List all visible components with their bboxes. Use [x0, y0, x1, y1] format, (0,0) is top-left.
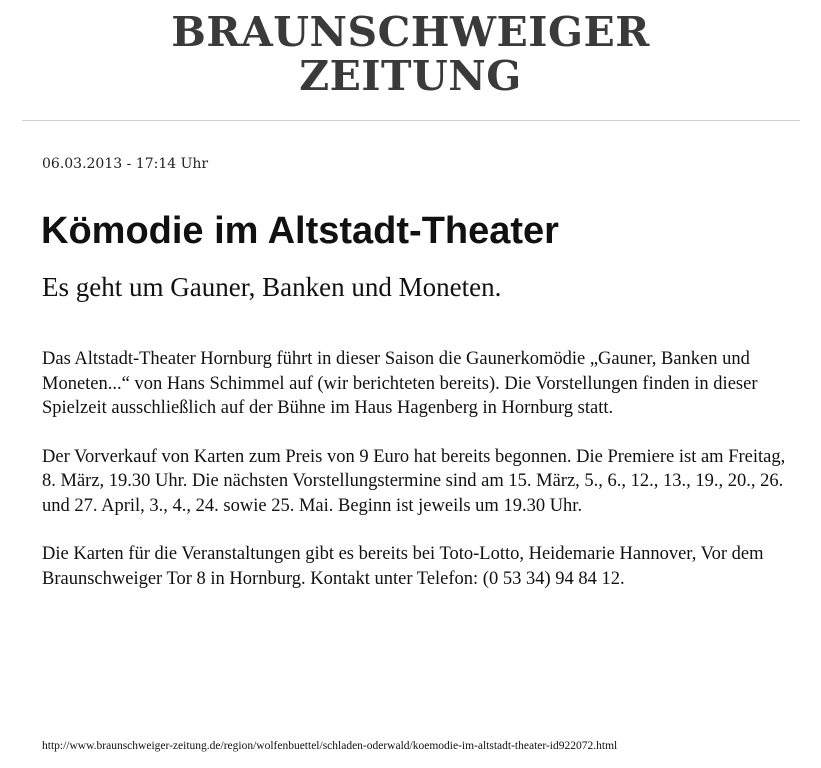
article-body — [42, 347, 802, 615]
article-subheadline: Es geht um Gauner, Banken und Moneten. — [42, 272, 502, 302]
article-paragraph-3: Die Karten für die Veranstaltungen gibt es bereits bei Toto-Lotto, Heidemarie Hannover, Vor dem Braunschweiger Tor 8 in Hornburg. Kontakt unter Telefon: (0 53 34) 94 84 12. — [42, 544, 764, 589]
article-paragraph-2: Der Vorverkauf von Karten zum Preis von 9 Euro hat bereits begonnen. Die Premiere ist am Freitag, 8. März, 19.30 Uhr. Die nächsten Vorstellungstermine sind am 15. März, 5., 6., 12., 13., 19., 20., 26. und 27. April, 3., 4., 24. sowie 25. Mai. Beginn ist jeweils um 19.30 Uhr. — [42, 446, 786, 516]
article-headline: Kömodie im Altstadt-Theater — [41, 210, 559, 252]
masthead-line-2: ZEITUNG — [299, 52, 522, 100]
article-paragraph-1: Das Altstadt-Theater Hornburg führt in dieser Saison die Gaunerkomödie „Gauner, Banken und Moneten...“ von Hans Schimmel auf (wir berichteten bereits). Die Vorstellungen finden in dieser Spielzeit ausschließlich auf der Bühne im Haus Hagenberg in Hornburg statt. — [42, 349, 758, 418]
masthead-line-1: BRAUNSCHWEIGER — [171, 8, 650, 56]
source-url[interactable]: http://www.braunschweiger-zeitung.de/region/wolfenbuettel/schladen-oderwald/koemodie-im-altstadt-theater-id922072.html — [42, 740, 618, 752]
article-dateline: 06.03.2013 - 17:14 Uhr — [42, 156, 209, 172]
header-divider — [22, 120, 800, 121]
newspaper-masthead — [0, 10, 821, 98]
